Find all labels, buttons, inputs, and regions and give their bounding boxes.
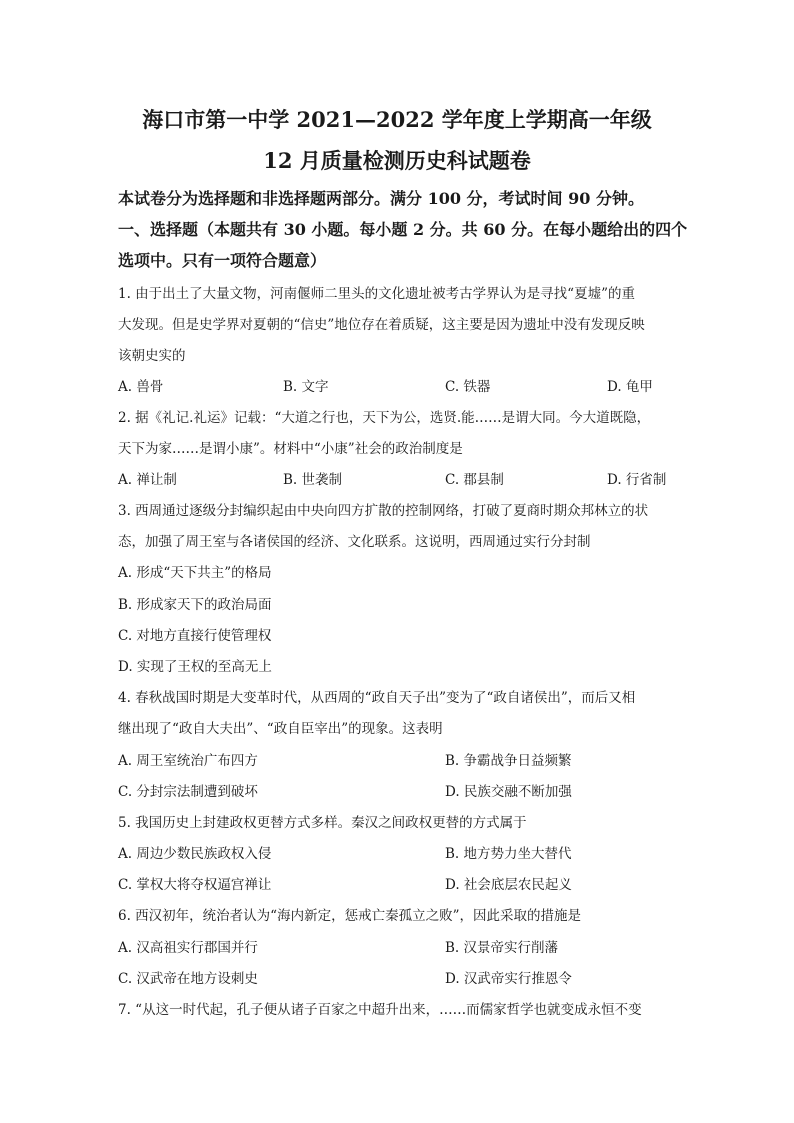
question-stem-line: 5. 我国历史上封建政权更替方式多样。秦汉之间政权更替的方式属于 (118, 815, 527, 831)
question-stem-line: 7. “从这一时代起，孔子便从诸子百家之中超升出来，……而儒家哲学也就变成永恒不变 (118, 1002, 642, 1018)
option-a: A. 汉高祖实行郡国并行 (118, 940, 258, 956)
exam-instructions: 本试卷分为选择题和非选择题两部分。满分 100 分，考试时间 90 分钟。 (118, 189, 644, 208)
option-b: B. 争霸战争日益频繁 (445, 753, 572, 769)
option-b: B. 形成家天下的政治局面 (118, 597, 272, 613)
exam-title-line-1: 海口市第一中学 2021—2022 学年度上学期高一年级 (142, 107, 652, 132)
option-d: D. 社会底层农民起义 (445, 877, 572, 893)
question-stem-line: 4. 春秋战国时期是大变革时代，从西周的“政自天子出”变为了“政自诸侯出”，而后又相 (118, 690, 636, 706)
option-c: C. 对地方直接行使管理权 (118, 628, 272, 644)
section-heading-line-1: 一、选择题（本题共有 30 小题。每小题 2 分。共 60 分。在每小题给出的四个 (118, 220, 688, 239)
option-b: B. 汉景帝实行削藩 (445, 940, 559, 956)
option-b: B. 世袭制 (283, 472, 343, 488)
option-b: B. 地方势力坐大替代 (445, 846, 572, 862)
option-c: C. 汉武帝在地方设刺史 (118, 971, 258, 987)
option-a: A. 禅让制 (118, 472, 177, 488)
option-c: C. 铁器 (445, 379, 491, 395)
question-stem-line: 1. 由于出土了大量文物，河南偃师二里头的文化遗址被考古学界认为是寻找“夏墟”的重 (118, 286, 635, 302)
option-d: D. 实现了王权的至高无上 (118, 659, 272, 675)
option-c: C. 分封宗法制遭到破坏 (118, 784, 258, 800)
question-stem-line: 态，加强了周王室与各诸侯国的经济、文化联系。这说明，西周通过实行分封制 (118, 534, 591, 550)
question-stem-line: 2. 据《礼记.礼运》记载：“大道之行也，天下为公，选贤.能……是谓大同。今大道既隐， (118, 410, 651, 426)
option-d: D. 汉武帝实行推恩令 (445, 971, 572, 987)
question-stem-line: 6. 西汉初年，统治者认为“海内新定，惩戒亡秦孤立之败”，因此采取的措施是 (118, 908, 581, 924)
option-a: A. 形成“天下共主”的格局 (118, 565, 272, 581)
question-stem-line: 天下为家……是谓小康”。材料中“小康”社会的政治制度是 (118, 441, 463, 457)
option-a: A. 兽骨 (118, 379, 164, 395)
option-d: D. 民族交融不断加强 (445, 784, 572, 800)
option-c: C. 郡县制 (445, 472, 504, 488)
question-stem-line: 3. 西周通过逐级分封编织起由中央向四方扩散的控制网络，打破了夏商时期众邦林立的状 (118, 503, 649, 519)
option-a: A. 周王室统治广布四方 (118, 753, 258, 769)
option-d: D. 行省制 (607, 472, 667, 488)
question-stem-line: 该朝史实的 (118, 348, 186, 364)
option-b: B. 文字 (283, 379, 329, 395)
option-a: A. 周边少数民族政权入侵 (118, 846, 272, 862)
question-stem-line: 大发现。但是史学界对夏朝的“信史”地位存在着质疑，这主要是因为遗址中没有发现反映 (118, 317, 645, 333)
option-d: D. 龟甲 (607, 379, 653, 395)
question-stem-line: 继出现了“政自大夫出”、“政自臣宰出”的现象。这表明 (118, 721, 443, 737)
exam-title-line-2: 12 月质量检测历史科试题卷 (263, 148, 531, 173)
section-heading-line-2: 选项中。只有一项符合题意） (118, 251, 327, 270)
option-c: C. 掌权大将夺权逼宫禅让 (118, 877, 272, 893)
